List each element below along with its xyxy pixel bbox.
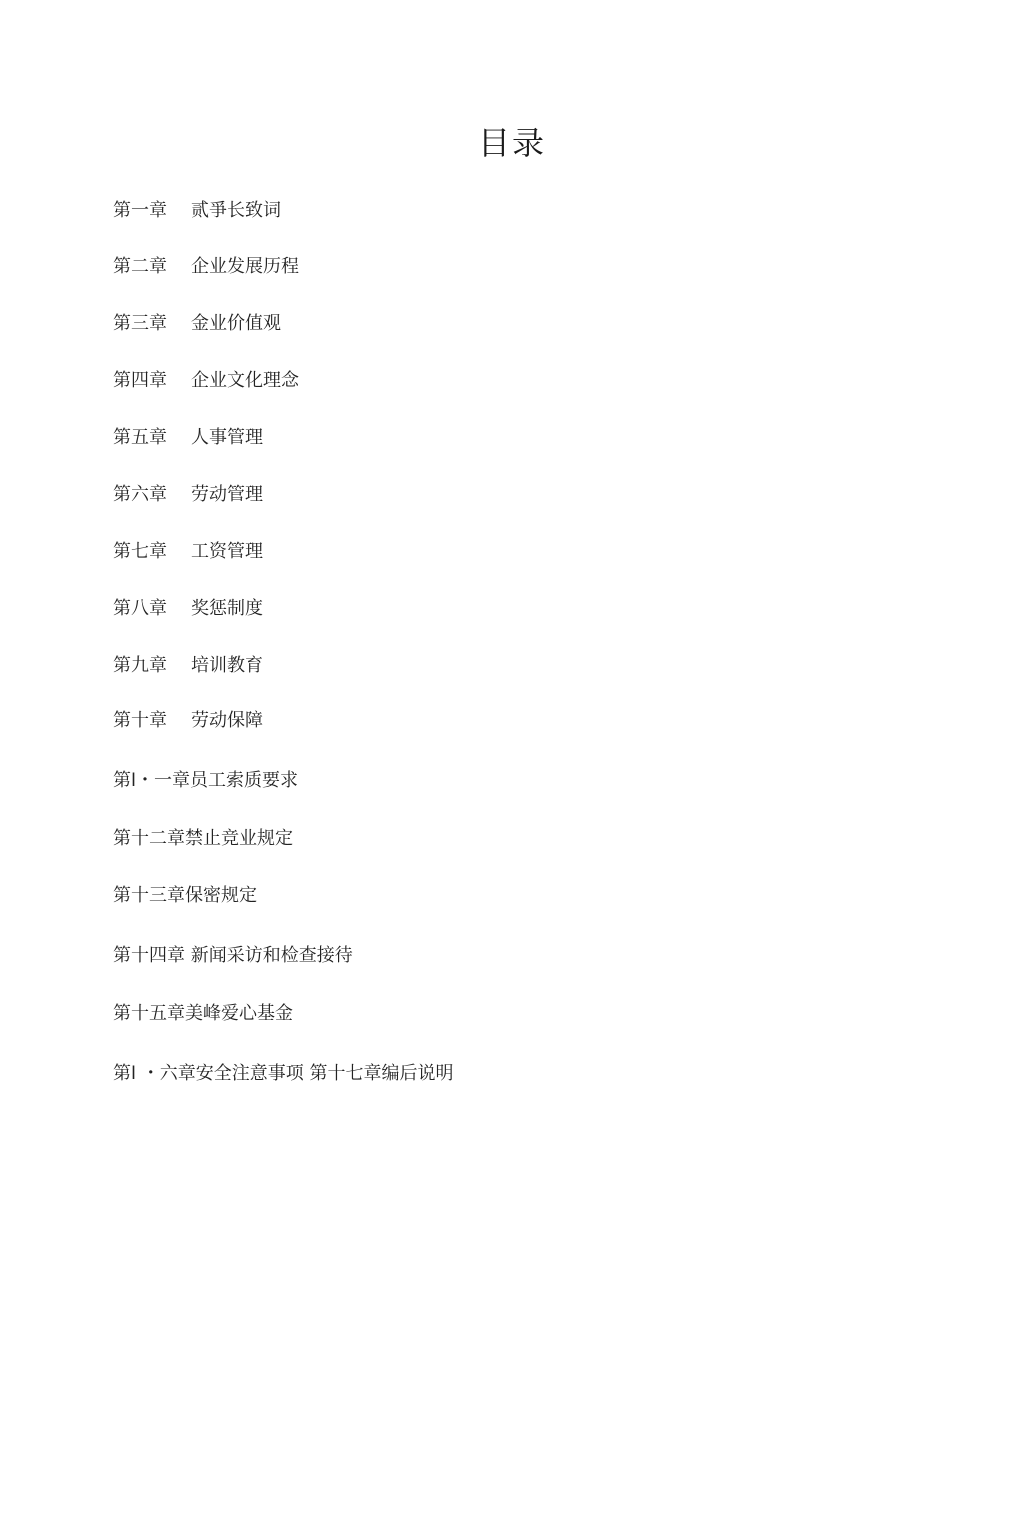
page-title: 目录 [477,124,546,162]
toc-chapter-title: 培训教育 [191,655,263,676]
toc-chapter-number: 第五章 [113,427,167,448]
toc-chapter-title: 劳动保障 [191,710,263,731]
toc-chapter-number: 第十章 [113,710,167,731]
toc-chapter-title: 奖惩制度 [191,598,263,619]
toc-item [113,312,281,336]
toc-item: 第l ・六章安全注意事项 第十七章编后说明 [113,1063,454,1084]
toc-chapter-title: 企业文化理念 [191,370,299,391]
toc-item [113,654,263,678]
toc-item [113,369,299,393]
toc-chapter-number: 第一章 [113,200,167,221]
toc-item: 第十五章美峰爱心基金 [113,1003,293,1024]
toc-chapter-number: 第二章 [113,256,167,277]
toc-item [113,597,263,621]
toc-item [113,199,281,223]
toc-chapter-title: 人事管理 [191,427,263,448]
toc-chapter-number: 第八章 [113,598,167,619]
toc-item: 第l・一章员工索质要求 [113,770,298,791]
toc-chapter-title: 金业价值观 [191,313,281,334]
toc-item [113,255,299,279]
toc-chapter-title: 企业发展历程 [191,256,299,277]
toc-item: 第十四章 新闻采访和检查接待 [113,945,353,966]
toc-item: 第十三章保密规定 [113,885,257,906]
toc-chapter-number: 第六章 [113,484,167,505]
toc-chapter-title: 劳动管理 [191,484,263,505]
toc-chapter-title: 贰爭长致词 [191,200,281,221]
toc-item: 第十二章禁止竞业规定 [113,828,293,849]
toc-item [113,709,263,733]
toc-chapter-number: 第九章 [113,655,167,676]
toc-chapter-title: 工资管理 [191,541,263,562]
toc-item [113,483,263,507]
toc-item [113,540,263,564]
toc-item [113,426,263,450]
toc-chapter-number: 第四章 [113,370,167,391]
toc-chapter-number: 第七章 [113,541,167,562]
toc-chapter-number: 第三章 [113,313,167,334]
